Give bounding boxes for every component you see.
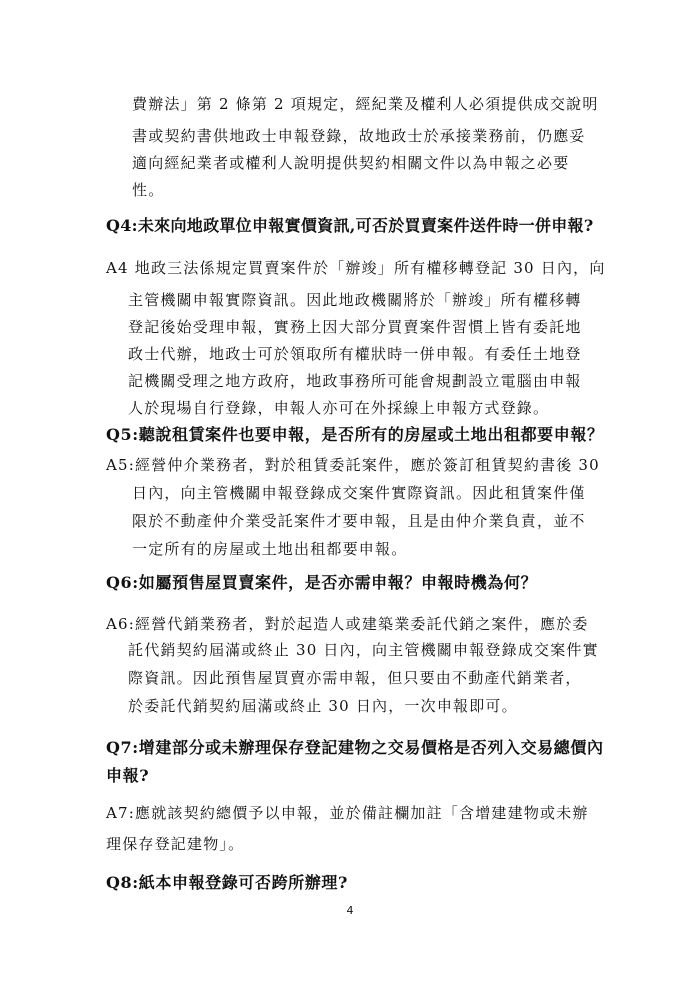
question-q6: Q6:如屬預售屋買賣案件，是否亦需申報？申報時機為何？ (106, 573, 538, 592)
intro-line: 適向經紀業者或權利人說明提供契約相關文件以為申報之必要 (132, 154, 570, 172)
page-number: 4 (346, 904, 354, 917)
intro-line: 性。 (132, 181, 165, 199)
answer-a6-line: 於委託代銷契約屆滿或終止 30 日內，一次申報即可。 (128, 697, 518, 715)
answer-a4-line: 人於現場自行登錄，申報人亦可在外採線上申報方式登錄。 (128, 399, 550, 417)
answer-a6-line: 際資訊。因此預售屋買賣亦需申報，但只要由不動產代銷業者， (128, 669, 582, 687)
answer-a5-line: 限於不動產仲介業受託案件才要申報，且是由仲介業負責，並不 (132, 512, 586, 530)
question-q7-continued: 申報? (106, 766, 150, 785)
question-q5: Q5:聽說租賃案件也要申報，是否所有的房屋或土地出租都要申報？ (106, 425, 604, 444)
answer-a4-line: 政士代辦，地政士可於領取所有權狀時一併申報。有委任土地登 (128, 345, 582, 363)
answer-a5-line: A5:經營仲介業務者，對於租賃委託案件，應於簽訂租賃契約書後 30 (106, 456, 600, 474)
answer-a6-line: A6:經營代銷業務者，對於起造人或建築業委託代銷之案件，應於委 (106, 615, 589, 633)
answer-a6-line: 託代銷契約屆滿或終止 30 日內，向主管機關申報登錄成交案件實 (128, 641, 599, 659)
question-q7: Q7:增建部分或未辦理保存登記建物之交易價格是否列入交易總價內 (106, 738, 604, 757)
answer-a4-line: 記機關受理之地方政府，地政事務所可能會規劃設立電腦由申報 (128, 372, 582, 390)
answer-a4-line: A4 地政三法係規定買賣案件於「辦竣」所有權移轉登記 30 日內，向 (106, 259, 606, 277)
answer-a7-line: 理保存登記建物」。 (106, 835, 245, 853)
answer-a4-line: 主管機關申報實際資訊。因此地政機關將於「辦竣」所有權移轉 (128, 291, 582, 309)
answer-a5-line: 日內，向主管機關申報登錄成交案件實際資訊。因此租賃案件僅 (132, 484, 586, 502)
intro-line: 書或契約書供地政士申報登錄，故地政士於承接業務前，仍應妥 (132, 127, 586, 145)
intro-line: 費辦法」第 2 條第 2 項規定，經紀業及權利人必須提供成交說明 (132, 95, 599, 113)
question-q8: Q8:紙本申報登錄可否跨所辦理? (106, 873, 348, 892)
answer-a4-line: 登記後始受理申報，實務上因大部分買賣案件習慣上皆有委託地 (128, 318, 582, 336)
question-q4: Q4:未來向地政單位申報實價資訊,可否於買賣案件送件時一併申報? (106, 216, 594, 235)
answer-a5-line: 一定所有的房屋或土地出租都要申報。 (132, 540, 408, 558)
answer-a7-line: A7:應就該契約總價予以申報，並於備註欄加註「含增建建物或未辦 (106, 804, 589, 822)
